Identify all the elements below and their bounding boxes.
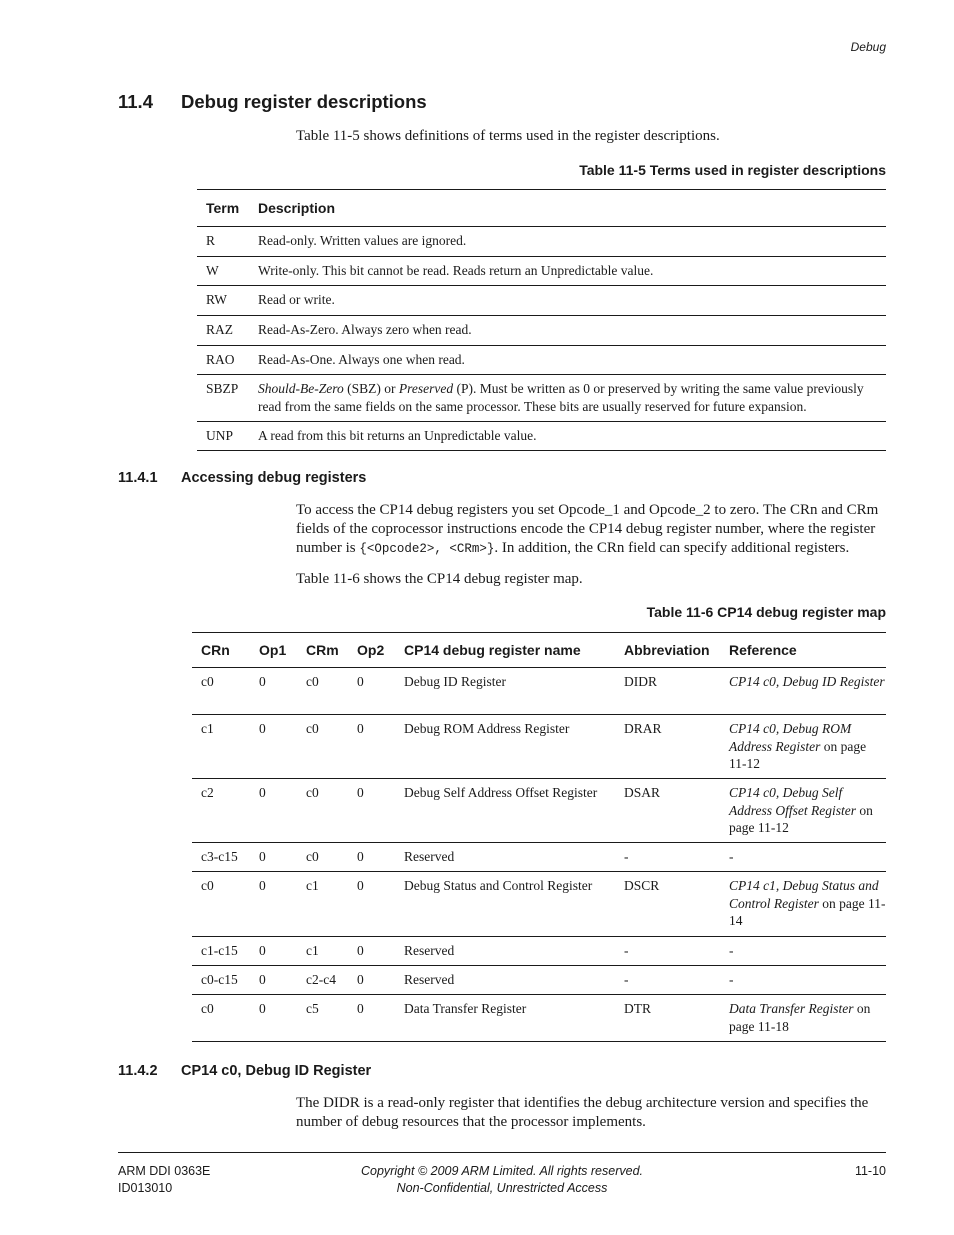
description-cell: Write-only. This bit cannot be read. Reads return an Unpredictable value. bbox=[258, 263, 654, 278]
op2-cell: 0 bbox=[357, 849, 364, 864]
crm-cell: c0 bbox=[306, 721, 319, 736]
crn-cell: c1-c15 bbox=[201, 943, 238, 958]
table-row bbox=[197, 286, 886, 316]
op2-cell: 0 bbox=[357, 878, 364, 893]
reference-link[interactable]: CP14 c0, Debug ID Register bbox=[729, 674, 885, 689]
table-row bbox=[192, 872, 886, 937]
reference-link[interactable]: Data Transfer Register bbox=[729, 1001, 854, 1016]
footer-access: Non-Confidential, Unrestricted Access bbox=[396, 1181, 608, 1195]
column-header-term: Term bbox=[206, 200, 240, 216]
table-row bbox=[197, 422, 886, 451]
footer-copyright: Copyright © 2009 ARM Limited. All rights reserved. bbox=[360, 1164, 643, 1178]
register-name-cell: Reserved bbox=[404, 972, 455, 987]
section-intro: Table 11-5 shows definitions of terms used in the register descriptions. bbox=[296, 128, 720, 144]
op2-cell: 0 bbox=[357, 943, 364, 958]
paragraph-text: To access the CP14 debug registers you set Opcode_1 and Opcode_2 to zero. The CRn and CRm fields of the coprocessor instructions encode the CP14 debug register number, where the register number is bbox=[296, 502, 879, 556]
crm-cell: c0 bbox=[306, 674, 319, 689]
op2-cell: 0 bbox=[357, 674, 364, 689]
reference-cell bbox=[720, 715, 886, 779]
column-header-abbreviation: Abbreviation bbox=[624, 642, 710, 658]
crm-cell: c5 bbox=[306, 1001, 319, 1016]
crn-cell: c3-c15 bbox=[201, 849, 238, 864]
table-header-row bbox=[192, 633, 886, 668]
reference-link[interactable]: CP14 c0, Debug Self Address Offset Register bbox=[729, 785, 856, 818]
footer-doc-rev: ID013010 bbox=[118, 1181, 173, 1195]
footer-legal bbox=[302, 1163, 702, 1197]
crm-cell: c0 bbox=[306, 849, 319, 864]
crm-cell: c1 bbox=[306, 943, 319, 958]
table-row bbox=[197, 346, 886, 375]
abbreviation-cell: DIDR bbox=[624, 674, 657, 689]
table-row bbox=[192, 966, 886, 995]
abbreviation-cell: - bbox=[624, 849, 629, 864]
crn-cell: c0 bbox=[201, 878, 214, 893]
op1-cell: 0 bbox=[259, 878, 266, 893]
crn-cell: c1 bbox=[201, 721, 214, 736]
crn-cell: c0 bbox=[201, 674, 214, 689]
table-row bbox=[197, 316, 886, 346]
op2-cell: 0 bbox=[357, 785, 364, 800]
term-cell: RAO bbox=[206, 352, 235, 367]
reference-page: on page 11-14 bbox=[729, 895, 886, 928]
crn-cell: c0-c15 bbox=[201, 972, 238, 987]
page-number: 11-10 bbox=[854, 1164, 886, 1178]
table-11-5-caption: Table 11-5 Terms used in register descriptions bbox=[579, 162, 886, 178]
column-header-reference: Reference bbox=[729, 642, 797, 658]
abbreviation-cell: DRAR bbox=[624, 721, 662, 736]
table-row bbox=[192, 995, 886, 1042]
term-cell: RAZ bbox=[206, 322, 233, 337]
reference-link[interactable]: CP14 c0, Debug ROM Address Register bbox=[729, 721, 852, 754]
reference-cell bbox=[720, 843, 886, 872]
register-name-cell: Reserved bbox=[404, 849, 455, 864]
description-cell: Read or write. bbox=[258, 292, 335, 307]
crn-cell: c0 bbox=[201, 1001, 214, 1016]
op1-cell: 0 bbox=[259, 1001, 266, 1016]
running-header: Debug bbox=[850, 40, 886, 54]
footer-divider bbox=[118, 1152, 886, 1153]
subsection-number: 11.4.2 bbox=[118, 1063, 158, 1079]
register-name-cell: Debug Self Address Offset Register bbox=[404, 785, 598, 800]
terms-table bbox=[197, 189, 886, 451]
reference-cell bbox=[720, 668, 886, 715]
column-header-op1: Op1 bbox=[259, 642, 287, 658]
section-number: 11.4 bbox=[118, 91, 153, 112]
description-text: (SBZ) or bbox=[343, 381, 399, 396]
term-cell: R bbox=[206, 233, 216, 248]
reference-page: on page 11-12 bbox=[729, 802, 873, 835]
description-cell: Read-As-Zero. Always zero when read. bbox=[258, 322, 472, 337]
term-cell: SBZP bbox=[206, 381, 239, 396]
description-italic: Should-Be-Zero bbox=[258, 381, 344, 396]
reference-link[interactable]: CP14 c1, Debug Status and Control Register bbox=[729, 878, 879, 911]
abbreviation-cell: DTR bbox=[624, 1001, 651, 1016]
abbreviation-cell: - bbox=[624, 972, 629, 987]
reference-cell bbox=[720, 995, 886, 1042]
crm-cell: c1 bbox=[306, 878, 319, 893]
description-cell: A read from this bit returns an Unpredictable value. bbox=[258, 428, 537, 443]
description-cell: Read-As-One. Always one when read. bbox=[258, 352, 465, 367]
table-row bbox=[197, 257, 886, 286]
reference-page: on page 11-18 bbox=[729, 1001, 871, 1034]
table-11-6-caption: Table 11-6 CP14 debug register map bbox=[646, 604, 886, 620]
reference-cell bbox=[720, 966, 886, 995]
subsection-heading bbox=[118, 470, 366, 486]
subsection-title: CP14 c0, Debug ID Register bbox=[181, 1063, 372, 1079]
op2-cell: 0 bbox=[357, 721, 364, 736]
column-header-description: Description bbox=[258, 200, 336, 216]
reference-cell bbox=[720, 937, 886, 966]
subsection-number: 11.4.1 bbox=[118, 470, 158, 486]
paragraph bbox=[296, 501, 886, 559]
column-header-crm: CRm bbox=[306, 642, 339, 658]
register-name-cell: Debug ROM Address Register bbox=[404, 721, 570, 736]
table-row bbox=[197, 375, 886, 422]
op1-cell: 0 bbox=[259, 943, 266, 958]
op1-cell: 0 bbox=[259, 721, 266, 736]
op2-cell: 0 bbox=[357, 972, 364, 987]
register-map-table bbox=[192, 632, 886, 1042]
reference-cell bbox=[720, 872, 886, 937]
crm-cell: c2-c4 bbox=[306, 972, 336, 987]
subsection-heading bbox=[118, 1063, 371, 1079]
term-cell: W bbox=[206, 263, 219, 278]
reference-cell bbox=[720, 779, 886, 843]
register-name-cell: Debug ID Register bbox=[404, 674, 506, 689]
op2-cell: 0 bbox=[357, 1001, 364, 1016]
paragraph-text: . In addition, the CRn field can specify additional registers. bbox=[494, 540, 850, 556]
crm-cell: c0 bbox=[306, 785, 319, 800]
description-text: (P). Must be written as 0 or preserved by writing the same value previously read from the same fields on the same processor. These bits are usually reserved for future expansion. bbox=[258, 381, 864, 414]
column-header-op2: Op2 bbox=[357, 642, 385, 658]
table-row bbox=[192, 715, 886, 779]
table-header-row bbox=[197, 190, 886, 227]
table-row bbox=[192, 937, 886, 966]
table-row bbox=[197, 227, 886, 257]
reference-page: - bbox=[729, 943, 734, 958]
description-italic: Preserved bbox=[398, 381, 454, 396]
section-heading bbox=[118, 91, 427, 113]
register-name-cell: Reserved bbox=[404, 943, 455, 958]
reference-page: - bbox=[729, 972, 734, 987]
paragraph: Table 11-6 shows the CP14 debug register map. bbox=[296, 571, 583, 587]
term-cell: UNP bbox=[206, 428, 234, 443]
table-row bbox=[192, 843, 886, 872]
op1-cell: 0 bbox=[259, 674, 266, 689]
register-name-cell: Data Transfer Register bbox=[404, 1001, 527, 1016]
section-title: Debug register descriptions bbox=[181, 91, 427, 112]
abbreviation-cell: DSCR bbox=[624, 878, 660, 893]
column-header-register-name: CP14 debug register name bbox=[404, 642, 581, 658]
footer-doc-id: ARM DDI 0363E bbox=[118, 1164, 211, 1178]
crn-cell: c2 bbox=[201, 785, 214, 800]
reference-page: on page 11-12 bbox=[729, 738, 867, 771]
subsection-title: Accessing debug registers bbox=[181, 470, 367, 486]
description-cell bbox=[249, 375, 886, 422]
reference-page: - bbox=[729, 849, 734, 864]
table-row bbox=[192, 668, 886, 715]
code-inline: {<Opcode2>, <CRm>} bbox=[359, 542, 495, 556]
op1-cell: 0 bbox=[259, 849, 266, 864]
op1-cell: 0 bbox=[259, 785, 266, 800]
description-cell: Read-only. Written values are ignored. bbox=[258, 233, 467, 248]
footer-doc-ids bbox=[118, 1163, 210, 1197]
abbreviation-cell: DSAR bbox=[624, 785, 661, 800]
op1-cell: 0 bbox=[259, 972, 266, 987]
abbreviation-cell: - bbox=[624, 943, 629, 958]
paragraph: The DIDR is a read-only register that identifies the debug architecture version and specifies the number of debug resources that the processor implements. bbox=[296, 1095, 869, 1130]
table-row bbox=[192, 779, 886, 843]
register-name-cell: Debug Status and Control Register bbox=[404, 878, 593, 893]
term-cell: RW bbox=[206, 292, 228, 307]
column-header-crn: CRn bbox=[201, 642, 230, 658]
